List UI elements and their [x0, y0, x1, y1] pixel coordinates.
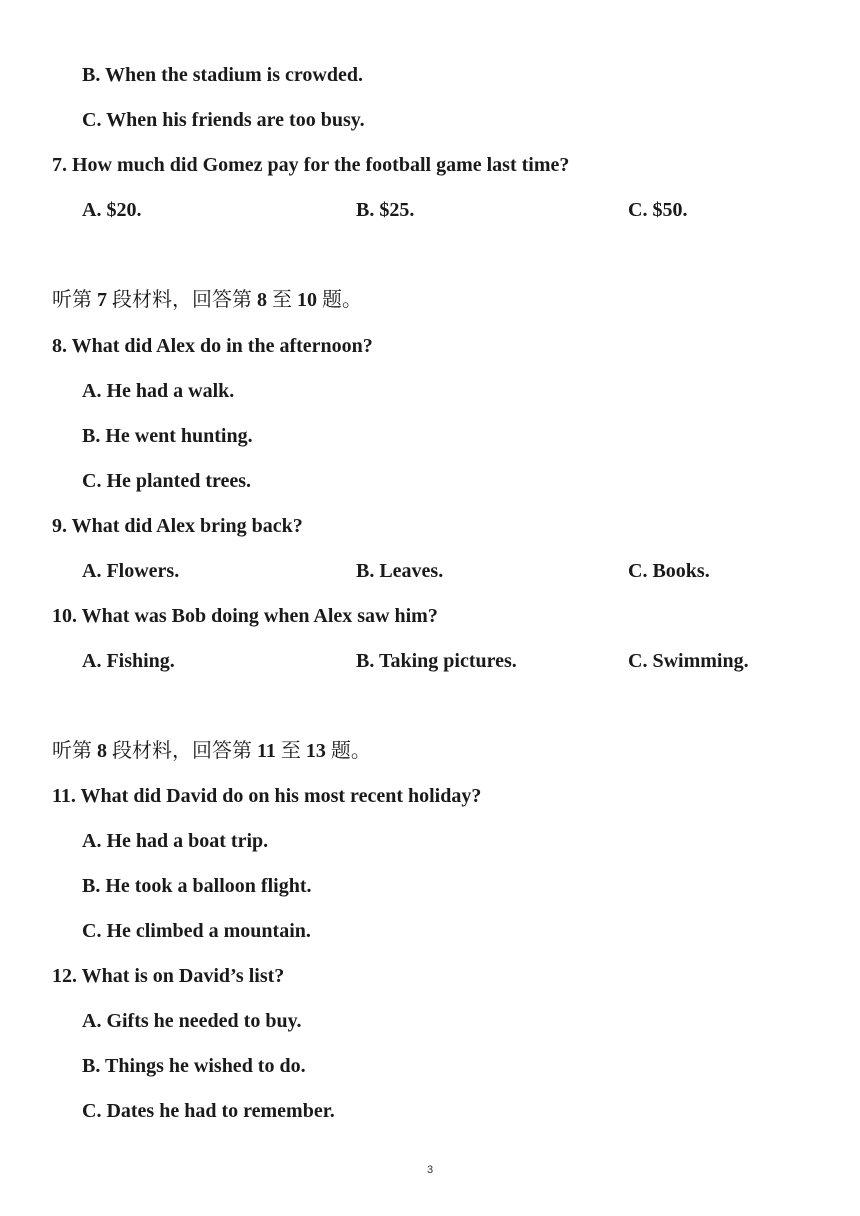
question-11: 11. What did David do on his most recent holiday?	[52, 785, 482, 807]
q8-option-c: C. He planted trees.	[82, 470, 252, 492]
q12-option-b: B. Things he wished to do.	[82, 1055, 306, 1077]
section-8-end-question: 13	[305, 740, 326, 762]
section-heading-8	[52, 739, 371, 763]
q10-option-a: A. Fishing.	[82, 650, 175, 672]
section-8-mid1: 段材料，回答第	[107, 740, 257, 762]
q8-option-b: B. He went hunting.	[82, 425, 253, 447]
section-7-mid1: 段材料，回答第	[107, 289, 257, 311]
q10-option-b: B. Taking pictures.	[356, 650, 517, 672]
q7-option-b: B. $25.	[356, 199, 415, 221]
section-8-pre: 听第	[52, 740, 97, 762]
q6-option-b: B. When the stadium is crowded.	[82, 64, 363, 86]
page-number: 3	[426, 1164, 434, 1176]
section-8-post: 题。	[325, 740, 371, 762]
q11-option-c: C. He climbed a mountain.	[82, 920, 311, 942]
question-8: 8. What did Alex do in the afternoon?	[52, 335, 373, 357]
section-heading-7	[52, 288, 362, 312]
question-10: 10. What was Bob doing when Alex saw him?	[52, 605, 438, 627]
q7-option-c: C. $50.	[628, 199, 688, 221]
question-12: 12. What is on David’s list?	[52, 965, 285, 987]
q11-option-a: A. He had a boat trip.	[82, 830, 269, 852]
q12-option-a: A. Gifts he needed to buy.	[82, 1010, 302, 1032]
q12-option-c: C. Dates he had to remember.	[82, 1100, 335, 1122]
section-7-start-question: 8	[257, 289, 267, 311]
question-9: 9. What did Alex bring back?	[52, 515, 303, 537]
section-7-passage-number: 7	[97, 289, 107, 311]
section-7-post: 题。	[317, 289, 362, 311]
q9-option-c: C. Books.	[628, 560, 710, 582]
q11-option-b: B. He took a balloon flight.	[82, 875, 312, 897]
section-8-mid2: 至	[275, 740, 306, 762]
section-8-start-question: 11	[257, 740, 276, 762]
q10-option-c: C. Swimming.	[628, 650, 749, 672]
section-7-end-question: 10	[297, 289, 317, 311]
question-7: 7. How much did Gomez pay for the football game last time?	[52, 154, 570, 176]
section-7-pre: 听第	[52, 289, 97, 311]
section-7-mid2: 至	[267, 289, 297, 311]
q6-option-c: C. When his friends are too busy.	[82, 109, 365, 131]
q9-option-a: A. Flowers.	[82, 560, 180, 582]
section-8-passage-number: 8	[97, 740, 107, 762]
q9-option-b: B. Leaves.	[356, 560, 444, 582]
q7-option-a: A. $20.	[82, 199, 142, 221]
q8-option-a: A. He had a walk.	[82, 380, 235, 402]
